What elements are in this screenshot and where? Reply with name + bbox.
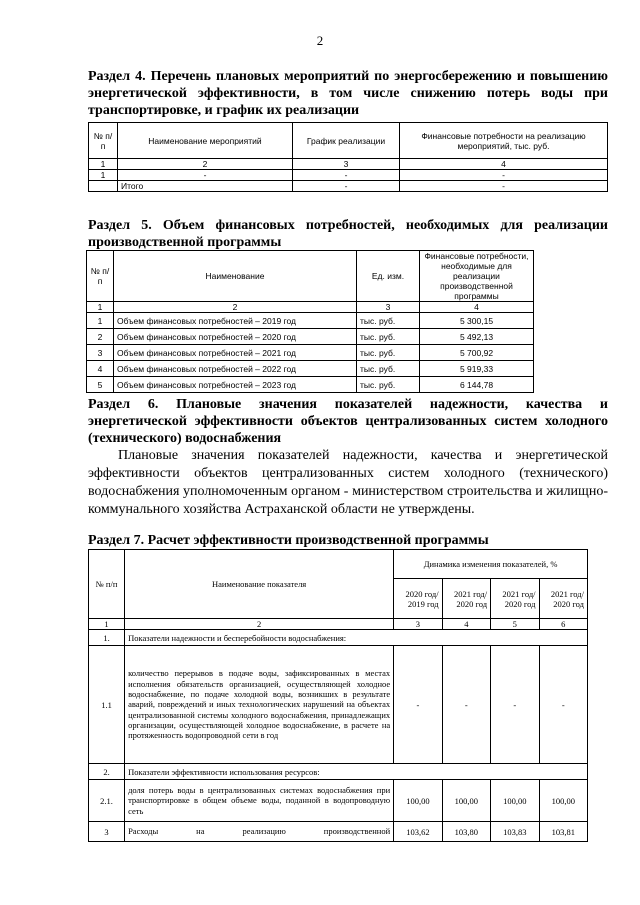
row-unit: тыс. руб. <box>357 361 420 377</box>
row-num: 3 <box>87 345 114 361</box>
row-text: доля потерь воды в централизованных системах водоснабжения при транспортировке в общем объеме воды, поданной в водопроводную сеть <box>125 780 394 822</box>
row-num: 1.1 <box>89 646 125 764</box>
row-num: 5 <box>87 377 114 393</box>
total-label: Итого <box>118 181 293 192</box>
section-6-text: Плановые значения показателей надежности, качества и энергетической эффективности объектов централизованных систем холодного (технического) водоснабжения уполномоченным органом - министерством строительства и жилищно-коммунального хозяйства Астраханской области не утверждены. <box>88 448 608 517</box>
total-cell: - <box>293 181 400 192</box>
row-value: 100,00 <box>394 780 442 822</box>
index-cell: 2 <box>125 619 394 630</box>
section-4-title: Раздел 4. Перечень плановых мероприятий по энергосбережению и повышению энергетической эффективности, в том числе снижению потерь воды при транспортировке, и график их реализации <box>88 69 608 118</box>
group-num: 1. <box>89 630 125 646</box>
row-unit: тыс. руб. <box>357 345 420 361</box>
row-value: 100,00 <box>491 780 539 822</box>
table-row <box>87 345 534 361</box>
index-cell: 3 <box>357 302 420 313</box>
row-value: 5 919,33 <box>420 361 534 377</box>
row-value: - <box>539 646 587 764</box>
row-value: 6 144,78 <box>420 377 534 393</box>
index-cell: 5 <box>491 619 539 630</box>
row-text: количество перерывов в подаче воды, зафиксированных в местах исполнения обязательств организацией, осуществляющей холодное водоснабжение, по подаче холодной воды, возникших в результате аварий, повреждений и иных технологических нарушений на объектах централизованной системы холодного водоснабжения, принадлежащих организации, осуществляющей холодное водоснабжение, в расчете на протяженность водопроводной сети в год <box>125 646 394 764</box>
section-6-title: Раздел 6. Плановые значения показателей надежности, качества и энергетической эффективности объектов централизованных систем холодного (технического) водоснабжения <box>88 397 608 446</box>
table-row <box>87 329 534 345</box>
group-num: 2. <box>89 764 125 780</box>
index-cell: 3 <box>394 619 442 630</box>
year-header: 2021 год/ 2020 год <box>539 579 587 619</box>
table-row <box>87 313 534 329</box>
row-value: 100,00 <box>442 780 490 822</box>
row-name: Объем финансовых потребностей – 2023 год <box>114 377 357 393</box>
section-7-title: Раздел 7. Расчет эффективности производственной программы <box>88 533 489 548</box>
header-finance: Финансовые потребности, необходимые для реализации производственной программы <box>420 251 534 302</box>
header-num: № п/п <box>89 123 118 159</box>
row-num: 4 <box>87 361 114 377</box>
table-row <box>89 780 588 822</box>
row-num: 2 <box>87 329 114 345</box>
row-name: Объем финансовых потребностей – 2022 год <box>114 361 357 377</box>
section-7-table <box>88 549 588 842</box>
row-value: - <box>394 646 442 764</box>
header-unit: Ед. изм. <box>357 251 420 302</box>
row-cell: - <box>118 170 293 181</box>
index-cell: 2 <box>114 302 357 313</box>
row-value: 103,80 <box>442 822 490 842</box>
header-name: Наименование показателя <box>125 550 394 619</box>
row-cell: 1 <box>89 170 118 181</box>
index-cell: 4 <box>420 302 534 313</box>
index-cell: 4 <box>400 159 608 170</box>
header-dynamics: Динамика изменения показателей, % <box>394 550 588 579</box>
index-cell: 3 <box>293 159 400 170</box>
section-4-table <box>88 122 608 192</box>
year-header: 2020 год/ 2019 год <box>394 579 442 619</box>
header-finance: Финансовые потребности на реализацию мероприятий, тыс. руб. <box>400 123 608 159</box>
row-num: 3 <box>89 822 125 842</box>
row-num: 1 <box>87 313 114 329</box>
header-name: Наименование мероприятий <box>118 123 293 159</box>
row-num: 2.1. <box>89 780 125 822</box>
group-title: Показатели эффективности использования ресурсов: <box>125 764 588 780</box>
table-row <box>89 822 588 842</box>
total-cell <box>89 181 118 192</box>
header-name: Наименование <box>114 251 357 302</box>
index-cell: 4 <box>442 619 490 630</box>
row-value: 5 300,15 <box>420 313 534 329</box>
header-schedule: График реализации <box>293 123 400 159</box>
index-cell: 1 <box>89 159 118 170</box>
index-cell: 2 <box>118 159 293 170</box>
section-5-table <box>86 250 534 393</box>
group-title: Показатели надежности и бесперебойности водоснабжения: <box>125 630 588 646</box>
row-cell: - <box>293 170 400 181</box>
row-cell: - <box>400 170 608 181</box>
header-num: № п/п <box>89 550 125 619</box>
index-cell: 1 <box>87 302 114 313</box>
row-name: Объем финансовых потребностей – 2020 год <box>114 329 357 345</box>
row-value: 103,62 <box>394 822 442 842</box>
row-unit: тыс. руб. <box>357 313 420 329</box>
row-text: Расходы на реализацию производственной <box>125 822 394 842</box>
year-header: 2021 год/ 2020 год <box>442 579 490 619</box>
row-value: 103,81 <box>539 822 587 842</box>
index-cell: 1 <box>89 619 125 630</box>
table-row <box>87 361 534 377</box>
row-name: Объем финансовых потребностей – 2019 год <box>114 313 357 329</box>
table-row <box>87 377 534 393</box>
row-value: 103,83 <box>491 822 539 842</box>
row-value: - <box>442 646 490 764</box>
section-5-title: Раздел 5. Объем финансовых потребностей, необходимых для реализации производственной программы <box>88 218 608 250</box>
row-value: 5 492,13 <box>420 329 534 345</box>
table-row <box>89 646 588 764</box>
row-value: 100,00 <box>539 780 587 822</box>
row-unit: тыс. руб. <box>357 329 420 345</box>
row-name: Объем финансовых потребностей – 2021 год <box>114 345 357 361</box>
page-number: 2 <box>316 33 324 48</box>
row-unit: тыс. руб. <box>357 377 420 393</box>
header-num: № п/п <box>87 251 114 302</box>
index-cell: 6 <box>539 619 587 630</box>
row-value: 5 700,92 <box>420 345 534 361</box>
total-cell: - <box>400 181 608 192</box>
year-header: 2021 год/ 2020 год <box>491 579 539 619</box>
row-value: - <box>491 646 539 764</box>
